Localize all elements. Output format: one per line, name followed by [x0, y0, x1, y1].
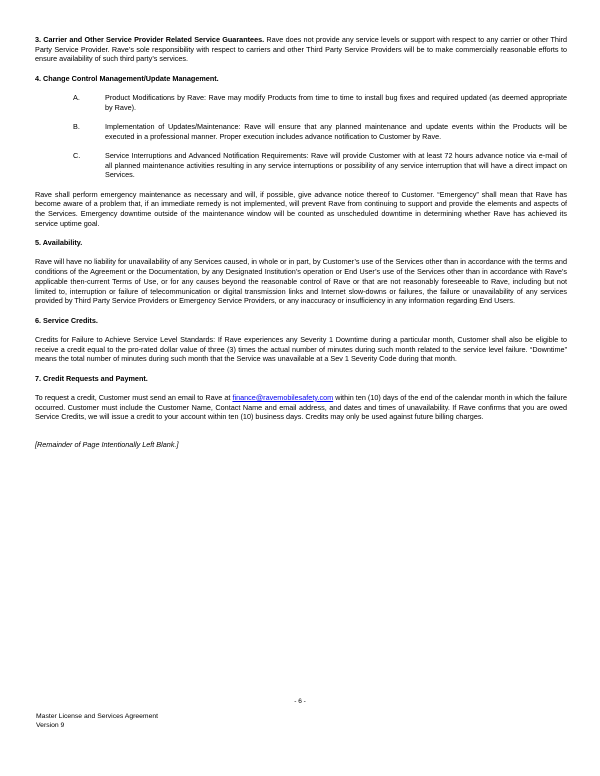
- section-6-heading: 6. Service Credits.: [35, 315, 98, 325]
- section-3-heading: 3. Carrier and Other Service Provider Related Service Guarantees.: [35, 35, 265, 44]
- footer-version: Version 9: [36, 721, 65, 729]
- page-number: - 6 -: [294, 698, 306, 705]
- section-3-text: Rave does not provide any service levels or support with respect to any carrier or other Third Party Service Provider. Rave’s sole responsibility with respect to carriers and other Third Party Service Providers will be to make commercially reasonable efforts to ensure availability of such third party’s services.: [35, 35, 567, 64]
- footer-title: Master License and Services Agreement: [36, 713, 159, 720]
- section-6-text: Credits for Failure to Achieve Service Level Standards: If Rave experiences any Severity 1 Downtime during a particular month, Customer shall also be eligible to receive a credit equal to the pro-rated dollar value of three (3) times the actual number of minutes during such month related to the service level failure. “Downtime” means the total number of minutes during such month that the Service was unavailable at a Sev 1 Severity Code during that month.: [35, 334, 567, 364]
- footer: [36, 713, 158, 730]
- section-7-text-start: To request a credit, Customer must send an email to Rave at: [35, 392, 233, 402]
- section-7-heading: 7. Credit Requests and Payment.: [35, 373, 148, 383]
- section-4-item-b: [35, 122, 567, 141]
- section-4-item-a: [35, 93, 567, 112]
- section-5-text: Rave will have no liability for unavailability of any Services caused, in whole or in part, by Customer’s use of the Services other than in accordance with the terms and conditions of the Agreement or the Documentation, by any Designated Institution’s operation or End User’s use of the Services other than in accordance with Rave’s applicable then-current Terms of Use, or for any causes beyond the reasonable control of Rave or that are not reasonably foreseeable to Rave, including but not limited to, interruption or failure of telecommunication or digital transmission links and Internet slow-downs or failures, the failure or unavailability of any services provided by Third Party Service Providers or Emergency Service Providers, or any inaccuracy or insufficiency in any information regarding End Users.: [35, 257, 567, 306]
- emergency-maintenance-paragraph: Rave shall perform emergency maintenance as necessary and will, if possible, give advance notice thereof to Customer. “Emergency” shall mean that Rave has become aware of a problem that, if an immediate remedy is not implemented, will prevent Rave from continuing to support and provide the elements and aspects of the Services. Emergency downtime outside of the maintenance window will be counted as unscheduled downtime in determining whether Rave has achieved its service uptime goal.: [35, 189, 567, 228]
- section-3: [35, 35, 567, 64]
- section-7-text-end: within ten (10) days of the end of the calendar month in which the failure occurred. Customer must include the Customer Name, Contact Name and email address, and dates and times of unavailability. If Rave confirms that you are owed Service Credits, we will issue a credit to your account within ten (10) business days. Credits may only be used against future billing charges.: [35, 392, 567, 422]
- item-marker: B.: [73, 122, 80, 131]
- item-text: Product Modifications by Rave: Rave may modify Products from time to time to install bug fixes and required updated (as deemed appropriate by Rave).: [105, 93, 567, 112]
- section-7-text: [35, 393, 567, 422]
- finance-email-link[interactable]: finance@ravemobilesafety.com: [232, 392, 334, 402]
- document-body: [35, 35, 567, 450]
- item-text: Implementation of Updates/Maintenance: Rave will ensure that any planned maintenance and update events within the Products will be executed in a professional manner. Proper execution includes advance notification to Customer by Rave.: [105, 122, 567, 141]
- item-text: Service Interruptions and Advanced Notification Requirements: Rave will provide Customer with at least 72 hours advance notice via e-mail of all planned maintenance activities resulting in any service interruptions or possibility of any service interruption that will have a direct impact on Services.: [105, 151, 567, 180]
- section-5-heading: 5. Availability.: [35, 238, 83, 248]
- section-4-heading: 4. Change Control Management/Update Management.: [35, 73, 219, 83]
- item-marker: A.: [73, 93, 80, 102]
- item-marker: C.: [73, 151, 81, 160]
- section-4-item-c: [35, 151, 567, 180]
- remainder-note: [Remainder of Page Intentionally Left Blank.]: [35, 439, 179, 449]
